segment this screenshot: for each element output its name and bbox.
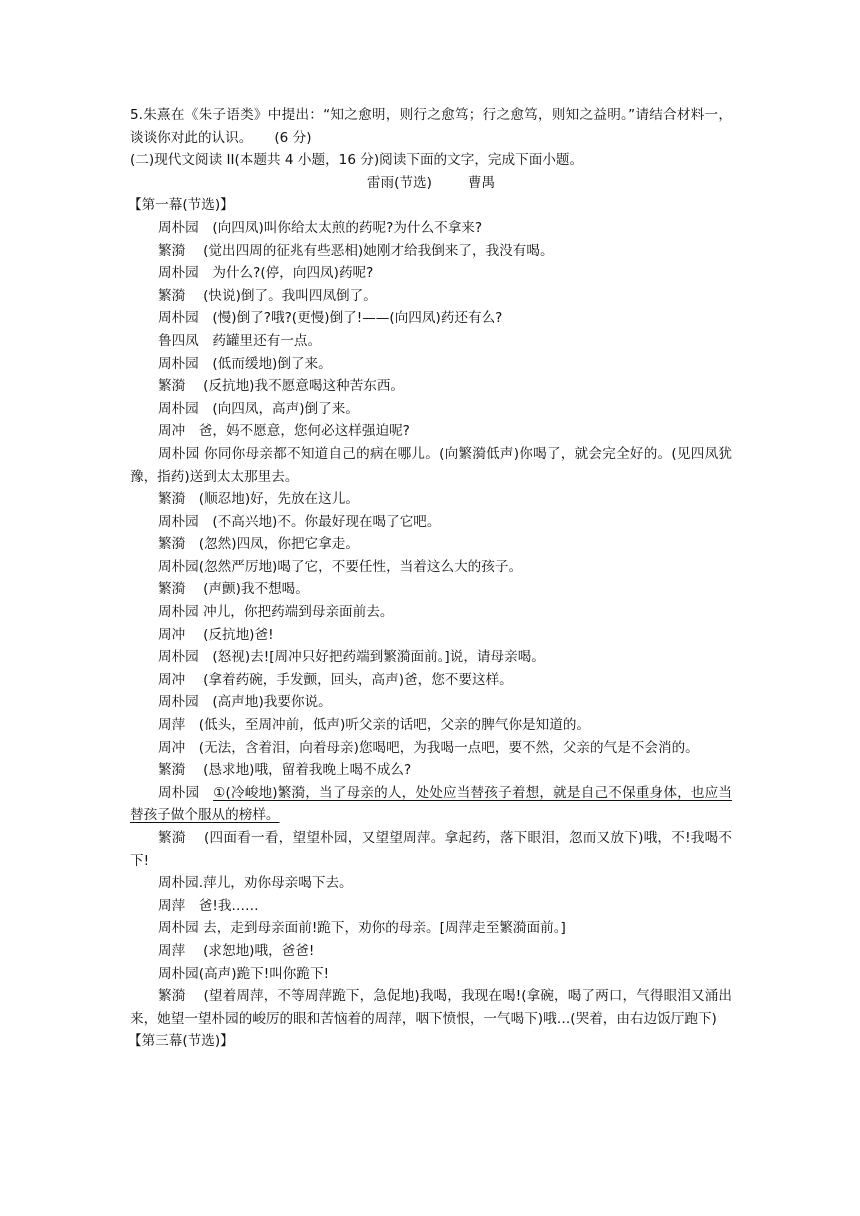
play-title: 雷雨(节选) [366, 174, 432, 191]
dialogue-line: 周冲 (拿着药碗，手发颤，回头，高声)爸，您不要这样。 [158, 671, 513, 688]
dialogue-line: 繁漪 (忽然)四凤，你把它拿走。 [158, 536, 359, 553]
dialogue-line: 周冲 (无法，含着泪，向着母亲)您喝吧，为我喝一点吧，要不然，父亲的气是不会消的。 [158, 739, 699, 756]
dialogue-line: 鲁四凤 药罐里还有一点。 [158, 332, 322, 349]
play-title-line [130, 172, 732, 195]
dialogue-line: 繁漪 (恳求地)哦，留着我晚上喝不成么? [158, 762, 412, 779]
dialogue-line: 周朴园 (慢)倒了?哦?(更慢)倒了!——(向四凤)药还有么? [158, 310, 503, 327]
question-5: 5.朱熹在《朱子语类》中提出：“知之愈明，则行之愈笃；行之愈笃，则知之益明。”请结合材料一，谈谈你对此的认识。 (6 分) [130, 107, 732, 146]
dialogue-line: 周朴园 (向四凤，高声)倒了来。 [158, 400, 359, 417]
dialogue-line: 繁漪 (觉出四周的征兆有些恶相)她刚才给我倒来了，我没有喝。 [158, 242, 554, 259]
question-5-score: (6 分) [274, 129, 312, 146]
dialogue-block [130, 217, 732, 782]
dialogue-line: 周朴园(高声)跪下!叫你跪下! [158, 965, 330, 982]
dialogue-line: 周萍 爸!我…… [158, 897, 259, 914]
dialogue-line: 周朴园 (高声地)我要你说。 [158, 694, 332, 711]
dialogue-line: 繁漪 (声颤)我不想喝。 [158, 581, 309, 598]
act-one-heading: 【第一幕(节选)】 [128, 197, 234, 214]
dialogue-line: 周冲 (反抗地)爸! [158, 626, 274, 643]
dialogue-block [130, 827, 732, 1030]
dialogue-line: 周朴园.萍儿，劝你母亲喝下去。 [158, 875, 353, 892]
dialogue-line: 周朴园 (怒视)去![周冲只好把药端到繁漪面前。]说，请母亲喝。 [158, 649, 545, 666]
dialogue-line: 周朴园(忽然严厉地)喝了它，不要任性，当着这么大的孩子。 [158, 558, 523, 575]
dialogue-line: 周萍 (低头，至周冲前，低声)听父亲的话吧，父亲的脾气你是知道的。 [158, 717, 591, 734]
document-body [130, 104, 732, 1053]
dialogue-line: 周朴园 ①(冷峻地)繁漪，当了母亲的人，处处应当替孩子着想，就是自己不保重身体，也应当替孩子做个服从的榜样。 [130, 784, 733, 824]
dialogue-line: 繁漪 (快说)倒了。我叫四凤倒了。 [158, 287, 377, 304]
dialogue-line: 周朴园 (不高兴地)不。你最好现在喝了它吧。 [158, 513, 441, 530]
section-heading: (二)现代文阅读 II(本题共 4 小题，16 分)阅读下面的文字，完成下面小题。 [130, 152, 584, 169]
dialogue-line: 繁漪 (顺忍地)好，先放在这儿。 [158, 491, 359, 508]
dialogue-line: 周萍 (求恕地)哦，爸爸! [158, 942, 315, 959]
dialogue-line: 周朴园 为什么?(停，向四凤)药呢? [158, 265, 374, 282]
dialogue-line: 繁漪 (反抗地)我不愿意喝这种苦东西。 [158, 378, 405, 395]
dialogue-line: 周朴园 冲儿，你把药端到母亲面前去。 [158, 604, 394, 621]
dialogue-line: 周朴园 去，走到母亲面前!跪下，劝你的母亲。[周萍走至繁漪面前。] [158, 920, 566, 937]
dialogue-line: 周朴园 (向四凤)叫你给太太煎的药呢?为什么不拿来? [158, 219, 483, 236]
dialogue-line: 周冲 爸，妈不愿意，您何必这样强迫呢? [158, 423, 410, 440]
dialogue-line: 繁漪 (望着周萍，不等周萍跪下，急促地)我喝，我现在喝!(拿碗，喝了两口，气得眼泪又涌出来，她望一望朴园的峻厉的眼和苦恼着的周萍，咽下愤恨，一气喝下)哦…(哭着，由右边饭厅跑下) [130, 988, 732, 1027]
dialogue-line: 周朴园 你同你母亲都不知道自己的病在哪儿。(向繁漪低声)你喝了，就会完全好的。(见四凤犹豫，指药)送到太太那里去。 [130, 445, 732, 485]
dialogue-line: 周朴园 (低而缓地)倒了来。 [158, 355, 332, 372]
underlined-passage: ①(冷峻地)繁漪，当了母亲的人，处处应当替孩子着想，就是自己不保重身体，也应当替孩子做个服从的榜样。 [130, 784, 733, 824]
act-three-heading: 【第三幕(节选)】 [128, 1033, 234, 1050]
play-author: 曹禺 [467, 174, 496, 191]
dialogue-line: 繁漪 (四面看一看，望望朴园，又望望周萍。拿起药，落下眼泪，忽而又放下)哦，不!我喝不下! [130, 830, 732, 869]
